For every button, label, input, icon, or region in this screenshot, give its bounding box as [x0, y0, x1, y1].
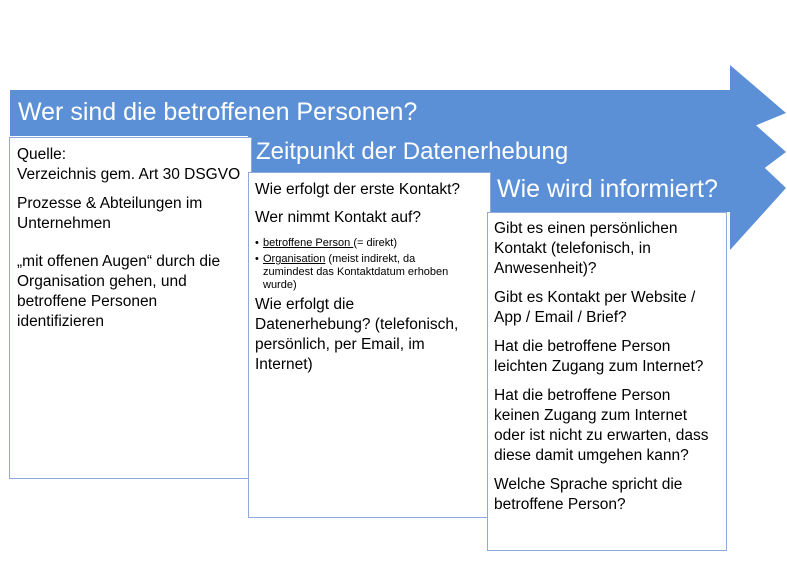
- personal-contact-question: Gibt es einen persönlichen: [494, 220, 678, 237]
- no-internet-question-2: keinen Zugang zum Internet: [494, 407, 688, 424]
- collection-question-3: persönlich, per Email, im: [255, 336, 425, 353]
- who-contacts-question: Wer nimmt Kontakt auf?: [255, 209, 421, 226]
- bullet-org-label: Organisation: [263, 253, 326, 265]
- stage-3-box: [487, 212, 727, 551]
- stage-1-title: Wer sind die betroffenen Personen?: [18, 98, 418, 126]
- bullet-org-rest-2: zumindest das Kontaktdatum erhoben: [263, 266, 449, 278]
- observe-line-4: identifizieren: [17, 313, 105, 330]
- observe-line-2: Organisation gehen, und: [17, 273, 187, 290]
- processes-line: Prozesse & Abteilungen im: [17, 195, 203, 212]
- processes-line-2: Unternehmen: [17, 215, 111, 232]
- internet-access-question: Hat die betroffene Person: [494, 338, 671, 355]
- collection-question-2: Datenerhebung? (telefonisch,: [255, 316, 459, 333]
- personal-contact-question-2: Kontakt (telefonisch, in: [494, 240, 651, 257]
- first-contact-question: Wie erfolgt der erste Kontakt?: [255, 181, 461, 198]
- bullet-icon: •: [255, 253, 259, 265]
- stage-1-box: [9, 137, 252, 479]
- bullet-icon: •: [255, 237, 259, 249]
- observe-line-3: betroffene Personen: [17, 293, 158, 310]
- stage-2-box: [248, 172, 491, 518]
- internet-access-question-2: leichten Zugang zum Internet?: [494, 358, 704, 375]
- language-question-2: betroffene Person?: [494, 496, 626, 513]
- stage-2-title: Zeitpunkt der Datenerhebung: [256, 138, 569, 165]
- stage-3-title: Wie wird informiert?: [497, 175, 718, 203]
- bullet-direct: [255, 237, 490, 250]
- language-question: Welche Sprache spricht die: [494, 476, 683, 493]
- bullet-direct-label: betroffene Person: [263, 237, 354, 249]
- no-internet-question-3: oder ist nicht zu erwarten, dass: [494, 427, 709, 444]
- collection-question: Wie erfolgt die: [255, 296, 355, 313]
- no-internet-question-4: diese damit umgehen kann?: [494, 447, 689, 464]
- website-contact-question-2: App / Email / Brief?: [494, 309, 627, 326]
- website-contact-question: Gibt es Kontakt per Website /: [494, 289, 696, 306]
- source-label: Quelle:: [17, 146, 67, 163]
- no-internet-question: Hat die betroffene Person: [494, 387, 671, 404]
- collection-question-4: Internet): [255, 356, 313, 373]
- observe-line: „mit offenen Augen“ durch die: [17, 253, 221, 270]
- source-register: Verzeichnis gem. Art 30 DSGVO: [17, 166, 241, 183]
- bullet-org-rest-3: wurde): [263, 279, 297, 291]
- bullet-org-rest-1: (meist indirekt, da: [325, 253, 416, 265]
- bullet-organisation: [255, 253, 490, 292]
- bullet-direct-rest: (= direkt): [353, 237, 398, 249]
- personal-contact-question-3: Anwesenheit)?: [494, 260, 597, 277]
